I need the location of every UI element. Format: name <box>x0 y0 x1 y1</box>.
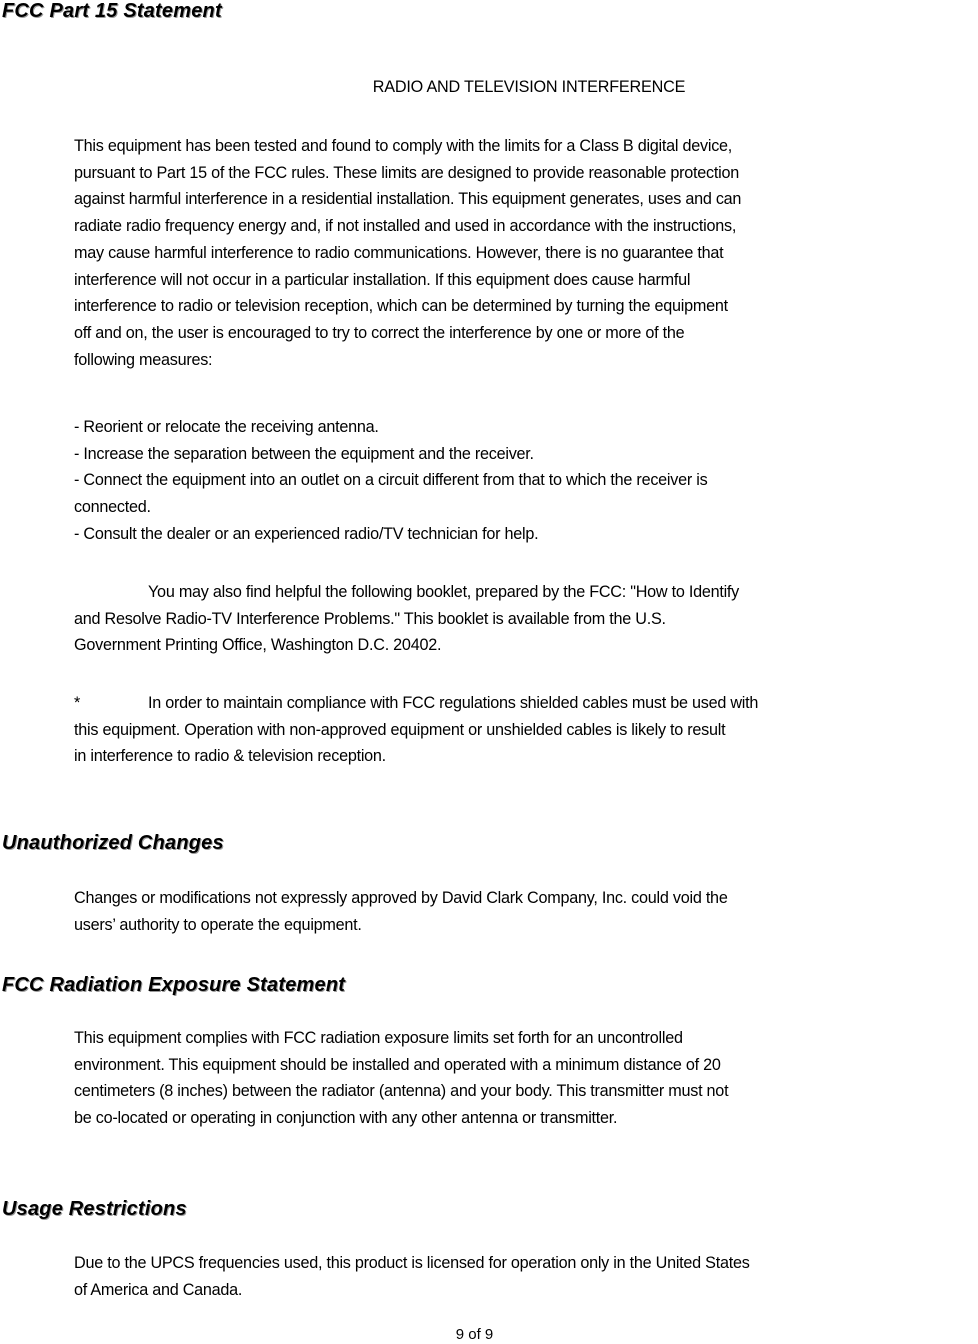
paragraph-line: interference will not occur in a particular installation. If this equipment does cause harmful <box>74 270 691 289</box>
paragraph-line: pursuant to Part 15 of the FCC rules. These limits are designed to provide reasonable protection <box>74 163 739 182</box>
measure-item: - Reorient or relocate the receiving antenna. <box>74 418 379 436</box>
paragraph-line: interference to radio or television reception, which can be determined by turning the equipment <box>74 297 728 316</box>
paragraph-line: radiate radio frequency energy and, if not installed and used in accordance with the instructions, <box>74 217 737 236</box>
fcc-part15-paragraph <box>74 133 976 373</box>
usage-restrictions-paragraph <box>74 1250 976 1303</box>
paragraph-line: centimeters (8 inches) between the radiator (antenna) and your body. This transmitter must not <box>74 1082 729 1101</box>
fcc-booklet-paragraph <box>74 579 976 659</box>
page-number: 9 of 9 <box>455 1326 494 1343</box>
paragraph-line: may cause harmful interference to radio communications. However, there is no guarantee that <box>74 243 724 262</box>
unauthorized-changes-paragraph <box>74 885 976 938</box>
paragraph-line: users’ authority to operate the equipment. <box>74 915 362 934</box>
note-marker: * <box>74 694 81 712</box>
paragraph-line: this equipment. Operation with non-approved equipment or unshielded cables is likely to result <box>74 720 726 739</box>
measure-item: - Increase the separation between the equipment and the receiver. <box>74 444 534 463</box>
note-first-text: In order to maintain compliance with FCC regulations shielded cables must be used with <box>148 694 759 712</box>
radiation-exposure-heading: FCC Radiation Exposure Statement <box>2 974 346 996</box>
measure-item: connected. <box>74 498 151 517</box>
paragraph-line: and Resolve Radio-TV Interference Problems." This booklet is available from the U.S. <box>74 609 666 628</box>
paragraph-line: environment. This equipment should be installed and operated with a minimum distance of 20 <box>74 1055 721 1074</box>
radiation-exposure-paragraph <box>74 1025 976 1132</box>
paragraph-line: This equipment complies with FCC radiation exposure limits set forth for an uncontrolled <box>74 1029 683 1047</box>
measure-item: - Consult the dealer or an experienced radio/TV technician for help. <box>74 524 539 543</box>
unauthorized-changes-heading: Unauthorized Changes <box>2 832 224 854</box>
paragraph-line: off and on, the user is encouraged to try to correct the interference by one or more of the <box>74 323 685 342</box>
booklet-first-line <box>74 579 976 606</box>
paragraph-line: This equipment has been tested and found to comply with the limits for a Class B digital device, <box>74 137 733 155</box>
fcc-part15-heading: FCC Part 15 Statement <box>2 0 222 22</box>
paragraph-line: Due to the UPCS frequencies used, this product is licensed for operation only in the United States <box>74 1254 750 1272</box>
note-first-line <box>74 690 976 717</box>
paragraph-line: following measures: <box>74 350 213 369</box>
paragraph-line: against harmful interference in a residential installation. This equipment generates, uses and can <box>74 190 742 209</box>
paragraph-line: Government Printing Office, Washington D.C. 20402. <box>74 636 442 655</box>
booklet-first-text: You may also find helpful the following booklet, prepared by the FCC: "How to Identify <box>148 583 740 601</box>
interference-measures-list <box>74 414 976 548</box>
paragraph-line: be co-located or operating in conjunction with any other antenna or transmitter. <box>74 1109 618 1128</box>
shielded-cables-note <box>74 690 976 770</box>
paragraph-line: of America and Canada. <box>74 1280 243 1299</box>
measure-item: - Connect the equipment into an outlet on a circuit different from that to which the receiver is <box>74 471 708 490</box>
usage-restrictions-heading: Usage Restrictions <box>2 1198 187 1220</box>
paragraph-line: in interference to radio & television reception. <box>74 747 386 766</box>
paragraph-line: Changes or modifications not expressly approved by David Clark Company, Inc. could void the <box>74 889 728 907</box>
radio-tv-interference-title: RADIO AND TELEVISION INTERFERENCE <box>372 78 686 96</box>
